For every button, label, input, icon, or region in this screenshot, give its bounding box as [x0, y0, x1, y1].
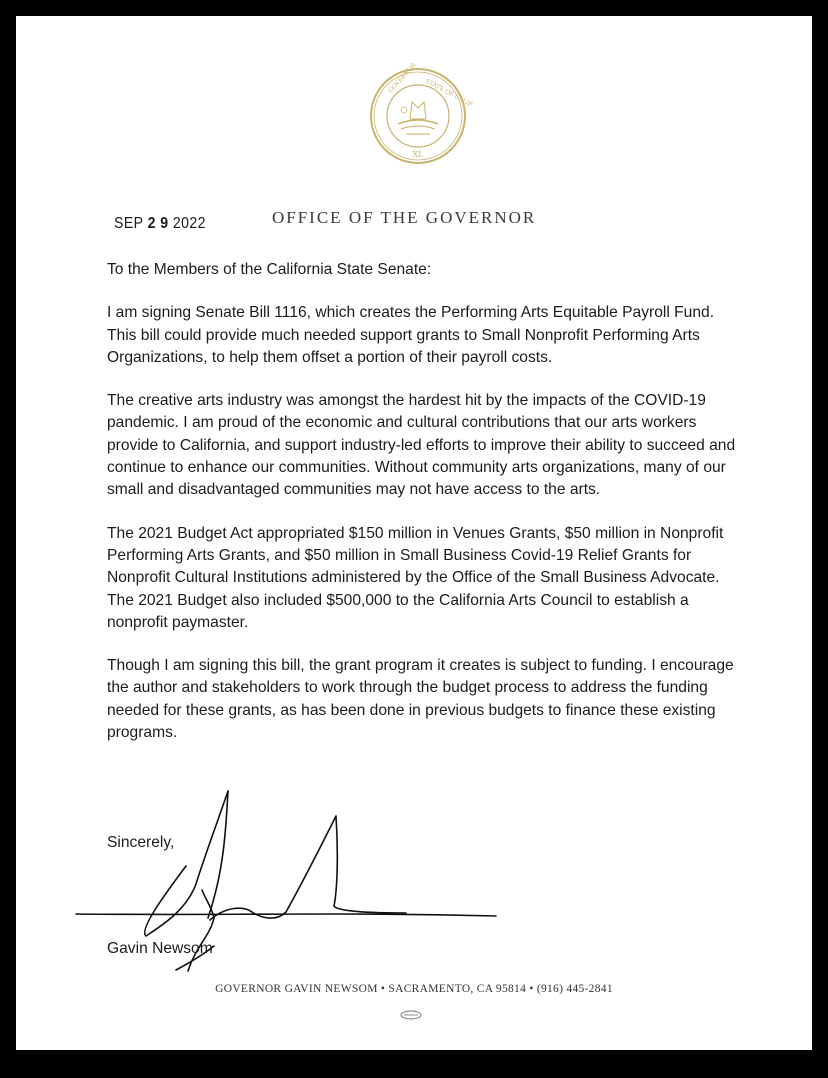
svg-text:GOVERNOR: GOVERNOR — [387, 61, 418, 95]
closing: Sincerely, — [107, 834, 175, 851]
date-month: SEP — [114, 215, 144, 232]
paragraph-3: The 2021 Budget Act appropriated $150 million in Venues Grants, $50 million in Nonprofit Performing Arts Grants, and $50 million in Small Business Covid-19 Relief Grants for Nonprofit Cultural Institutions administered by the Office of the Small Business Advocate. The 2021 Budget also included $500,000 to the California Arts Council to establish a nonprofit paymaster. — [107, 524, 724, 631]
letter-page — [16, 16, 812, 1050]
paragraph-2: The creative arts industry was amongst the hardest hit by the impacts of the COVID-19 pandemic. I am proud of the economic and cultural contributions that our arts workers provide to California, and support industry-led efforts to improve their ability to succeed and continue to enhance our communities. Without community arts organizations, many of our small and disadvantaged communities may not have access to the arts. — [107, 392, 736, 499]
paragraph-4: Though I am signing this bill, the grant program it creates is subject to funding. I encourage the author and stakeholders to work through the budget process to address the funding needed for these grants, as has been done in previous budgets to finance these existing programs. — [107, 657, 734, 742]
handwritten-signature-icon — [76, 786, 496, 976]
svg-text:STATE OF CALIF: STATE OF CALIF — [424, 77, 474, 109]
salutation: To the Members of the California State Senate: — [107, 261, 432, 278]
printer-union-bug-icon — [400, 1010, 422, 1020]
date-year: 2022 — [172, 215, 206, 232]
letter-body — [107, 259, 747, 765]
letterhead-footer: GOVERNOR GAVIN NEWSOM • SACRAMENTO, CA 95814 • (916) 445-2841 — [215, 983, 613, 995]
signer-name: Gavin Newsom — [107, 940, 213, 957]
great-seal-icon — [368, 61, 474, 166]
seal-numeral: XL — [412, 150, 424, 159]
letter-date — [114, 215, 206, 233]
date-day: 2 9 — [147, 215, 169, 232]
paragraph-1: I am signing Senate Bill 1116, which creates the Performing Arts Equitable Payroll Fund. This bill could provide much needed support grants to Small Nonprofit Performing Arts Organizations, to help them offset a portion of their payroll costs. — [107, 304, 715, 366]
office-heading: OFFICE OF THE GOVERNOR — [272, 208, 537, 227]
